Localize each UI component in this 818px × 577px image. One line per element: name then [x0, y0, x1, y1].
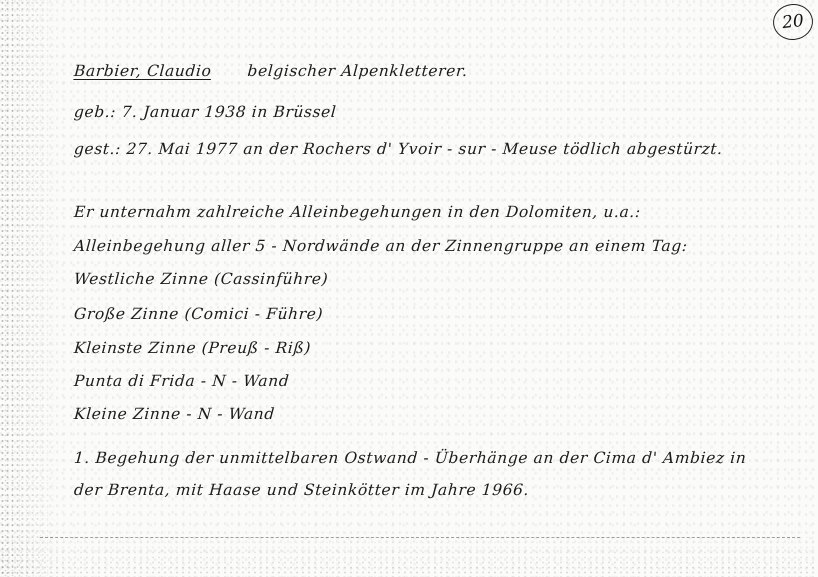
body-line: Alleinbegehung aller 5 - Nordwände an der Zinnengruppe an einem Tag: [73, 237, 689, 255]
birth-line: geb.: 7. Januar 1938 in Brüssel [73, 103, 338, 121]
body-line: Er unternahm zahlreiche Alleinbegehungen in den Dolomiten, u.a.: [73, 203, 642, 221]
body-line: Kleine Zinne - N - Wand [73, 405, 276, 423]
body-line: Punta di Frida - N - Wand [73, 372, 290, 390]
person-descriptor: belgischer Alpenkletterer. [246, 62, 469, 80]
death-line: gest.: 27. Mai 1977 an der Rochers d' Yvoir - sur - Meuse tödlich abgestürzt. [73, 140, 724, 158]
scan-noise-left [0, 0, 60, 577]
person-name: Barbier, Claudio [73, 62, 213, 80]
body-line: 1. Begehung der unmittelbaren Ostwand - Überhänge an der Cima d' Ambiez in [73, 449, 748, 467]
header-line [73, 62, 468, 80]
body-line: der Brenta, mit Haase und Steinkötter im Jahre 1966. [73, 481, 530, 499]
body-line: Große Zinne (Comici - Führe) [73, 305, 324, 323]
page-number: 20 [771, 2, 815, 42]
fold-line [40, 537, 800, 538]
body-line: Kleinste Zinne (Preuß - Riß) [73, 339, 312, 357]
scan-noise-bottom [0, 525, 818, 577]
body-line: Westliche Zinne (Cassinführe) [73, 270, 329, 288]
